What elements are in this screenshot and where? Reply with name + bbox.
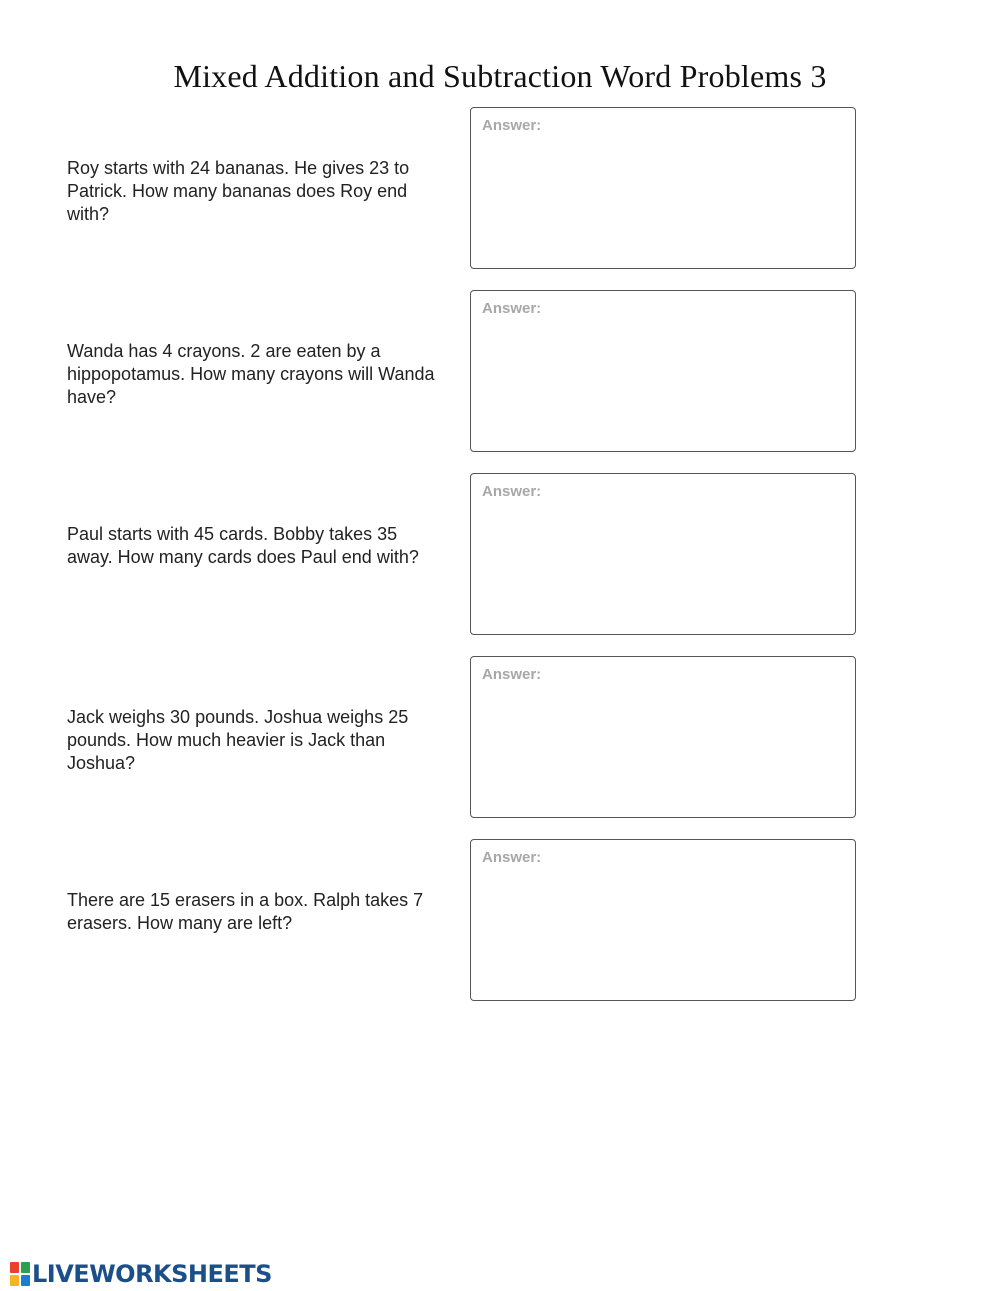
question-text-5: There are 15 erasers in a box. Ralph takes 7 erasers. How many are left? (67, 890, 424, 933)
answer-box-5[interactable] (470, 839, 856, 1001)
question-text-4: Jack weighs 30 pounds. Joshua weighs 25 pounds. How much heavier is Jack than Joshua? (67, 707, 409, 773)
answer-label: Answer: (482, 300, 542, 317)
worksheet-title: Mixed Addition and Subtraction Word Problems 3 (173, 58, 827, 94)
answer-box-2[interactable] (470, 290, 856, 452)
question-text-2: Wanda has 4 crayons. 2 are eaten by a hippopotamus. How many crayons will Wanda have? (67, 341, 435, 407)
answer-label: Answer: (482, 117, 542, 134)
liveworksheets-brand-text: LIVEWORKSHEETS (32, 1260, 272, 1288)
liveworksheets-logo (10, 1258, 272, 1290)
answer-label: Answer: (482, 483, 542, 500)
answer-label: Answer: (482, 849, 542, 866)
answer-label: Answer: (482, 666, 542, 683)
liveworksheets-logo-icon (10, 1262, 30, 1286)
question-text-3: Paul starts with 45 cards. Bobby takes 35 away. How many cards does Paul end with? (67, 524, 419, 567)
answer-box-1[interactable] (470, 107, 856, 269)
question-text-1: Roy starts with 24 bananas. He gives 23 to Patrick. How many bananas does Roy end with? (67, 158, 410, 224)
answer-box-3[interactable] (470, 473, 856, 635)
answer-box-4[interactable] (470, 656, 856, 818)
